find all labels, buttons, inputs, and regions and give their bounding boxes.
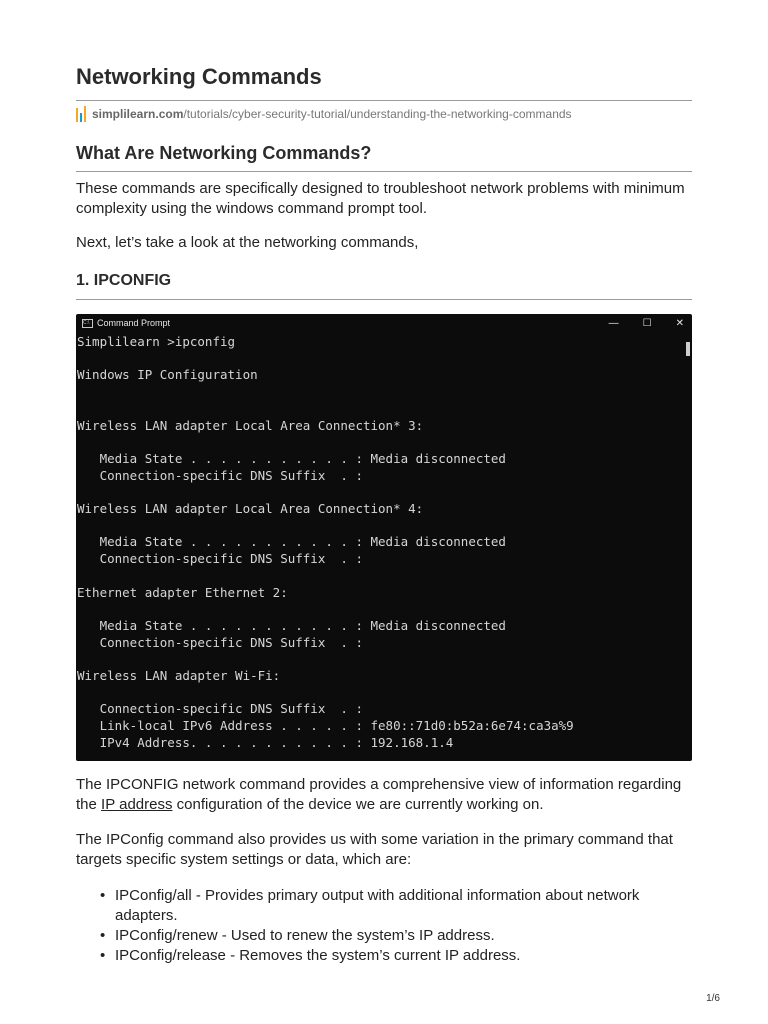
ipconfig-variants-list [76,886,692,966]
terminal-line: Media State . . . . . . . . . . . : Media disconnected [77,617,506,633]
ipconfig-variations-paragraph: The IPConfig command also provides us with some variation in the primary command that targets specific system settings or data, which are: [76,831,673,868]
terminal-output [77,334,574,752]
terminal-line: Connection-specific DNS Suffix . : [77,467,363,483]
para1-text-after: configuration of the device we are currently working on. [172,796,544,813]
subsection-heading: 1. IPCONFIG [76,272,172,289]
section-heading: What Are Networking Commands? [76,143,372,163]
terminal-scrollbar [686,342,690,356]
intro-paragraph: These commands are specifically designed to troubleshoot network problems with minimum complexity using the windows command prompt tool. [76,180,685,217]
terminal-line: Media State . . . . . . . . . . . : Media disconnected [77,450,506,466]
terminal-line [77,601,574,618]
title-divider [76,100,692,101]
terminal-line: Wireless LAN adapter Wi-Fi: [77,668,281,684]
terminal-line [77,401,574,418]
terminal-line [77,351,574,368]
source-line [76,106,572,122]
list-item: • IPConfig/renew - Used to renew the system’s IP address. [115,926,692,946]
command-prompt-screenshot [76,314,692,761]
maximize-icon: ☐ [642,317,652,329]
terminal-line: Media State . . . . . . . . . . . : Media disconnected [77,534,506,550]
subsection-divider [76,299,692,300]
terminal-line: Link-local IPv6 Address . . . . . : fe80::71d0:b52a:6e74:ca3a%9 [77,718,574,734]
minimize-icon: — [608,317,619,329]
list-item: • IPConfig/release - Removes the system’s current IP address. [115,946,692,966]
para1-text-before: The IPCONFIG network command provides a comprehensive view of information regarding the [76,776,682,813]
terminal-window-title: Command Prompt [97,318,171,328]
terminal-titlebar [76,314,692,332]
ip-address-link[interactable]: IP address [101,796,173,813]
terminal-line [77,434,574,451]
terminal-line: Windows IP Configuration [77,367,258,383]
terminal-line [77,484,574,501]
terminal-line: Connection-specific DNS Suffix . : [77,701,363,717]
ipconfig-description [76,775,692,815]
simplilearn-logo-icon [76,106,86,122]
terminal-line [77,384,574,401]
page-number: 1/6 [706,993,720,1004]
page-title: Networking Commands [76,64,322,89]
terminal-line [77,651,574,668]
source-path-link[interactable]: /tutorials/cyber-security-tutorial/understanding-the-networking-commands [183,107,572,121]
terminal-line: IPv4 Address. . . . . . . . . . . : 192.168.1.4 [77,734,454,750]
next-paragraph: Next, let’s take a look at the networking commands, [76,234,419,251]
terminal-line: Wireless LAN adapter Local Area Connection* 4: [77,501,424,517]
terminal-line: Connection-specific DNS Suffix . : [77,634,363,650]
terminal-line [77,568,574,585]
command-prompt-icon: C:\ [82,319,93,328]
terminal-line: Simplilearn >ipconfig [77,334,236,349]
close-icon: ✕ [675,317,684,329]
terminal-line [77,518,574,535]
list-item: • IPConfig/all - Provides primary output with additional information about network adapters. [115,886,692,926]
section-divider [76,171,692,172]
terminal-line: Ethernet adapter Ethernet 2: [77,584,288,600]
terminal-line: Connection-specific DNS Suffix . : [77,551,363,567]
source-domain-link[interactable]: simplilearn.com [92,107,184,121]
terminal-line [77,685,574,702]
terminal-line: Wireless LAN adapter Local Area Connection* 3: [77,417,424,433]
